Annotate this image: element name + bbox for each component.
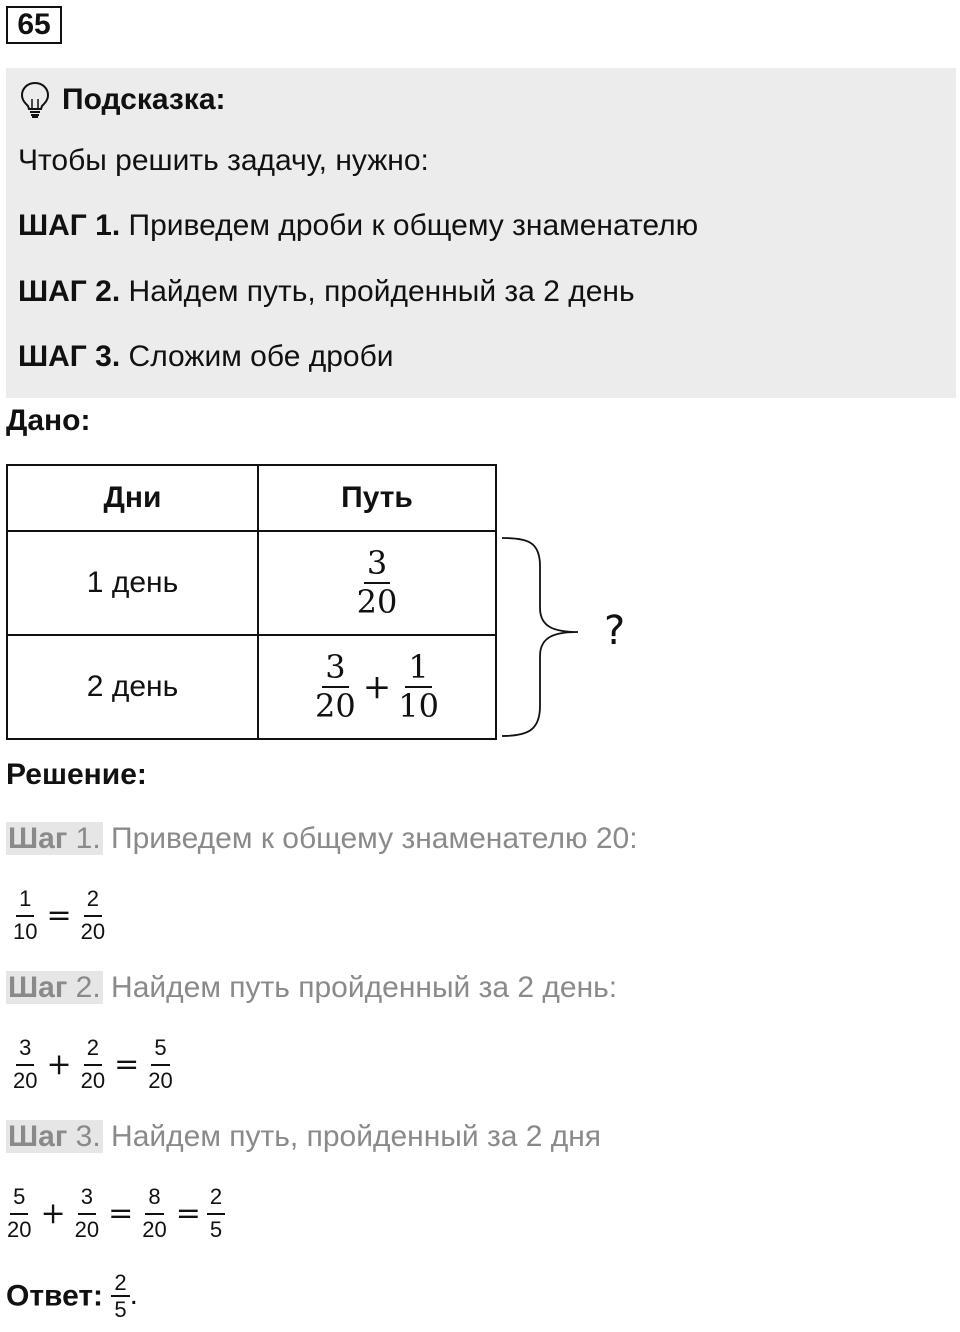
answer — [6, 1270, 138, 1323]
hint-intro: Чтобы решить задачу, нужно: — [18, 144, 429, 177]
question-mark: ? — [604, 608, 626, 654]
step-tag-word: Шаг — [8, 1120, 68, 1153]
hint-step-label: ШАГ 1. — [18, 209, 121, 242]
task-number: 65 — [6, 6, 62, 44]
numerator: 3 — [16, 1033, 34, 1066]
hint-header — [20, 80, 226, 120]
denominator: 20 — [80, 1067, 106, 1093]
fraction — [145, 1033, 175, 1097]
hint-step-text: Найдем путь, пройденный за 2 день — [128, 275, 635, 308]
operator: + — [362, 667, 392, 707]
solution-step-3 — [6, 1120, 601, 1154]
fraction — [354, 545, 401, 621]
fraction — [72, 1182, 102, 1246]
step-text: Найдем путь пройденный за 2 день: — [111, 971, 618, 1004]
fraction — [10, 1033, 40, 1097]
denominator: 20 — [7, 1216, 32, 1242]
fraction — [139, 1182, 169, 1246]
step-tag — [6, 1120, 103, 1153]
given-label: Дано: — [6, 404, 91, 437]
step-number: 2. — [75, 971, 101, 1004]
fraction — [395, 649, 442, 725]
fraction — [78, 1033, 108, 1097]
hint-step-label: ШАГ 3. — [18, 340, 121, 373]
formula-step-1 — [10, 884, 108, 948]
hint-step-2 — [18, 275, 635, 309]
hint-title: Подсказка: — [62, 83, 226, 116]
numerator: 2 — [207, 1182, 225, 1215]
denominator: 10 — [13, 918, 38, 944]
formula-step-3 — [4, 1182, 225, 1246]
denominator: 20 — [13, 1067, 38, 1093]
solution-step-1 — [6, 822, 638, 856]
hint-step-1 — [18, 209, 698, 243]
day-cell: 1 день — [7, 531, 258, 635]
numerator: 1 — [405, 649, 431, 688]
formula-step-2 — [10, 1033, 176, 1097]
step-text: Найдем путь, пройденный за 2 дня — [111, 1120, 602, 1153]
hint-step-text: Сложим обе дроби — [128, 340, 394, 373]
denominator: 5 — [209, 1216, 223, 1242]
step-tag-word: Шаг — [8, 971, 68, 1004]
numerator: 3 — [78, 1182, 96, 1215]
given-table — [6, 464, 497, 740]
step-tag-word: Шаг — [8, 822, 68, 855]
solution-step-2 — [6, 971, 617, 1005]
path-cell — [258, 635, 496, 739]
hint-step-label: ШАГ 2. — [18, 275, 121, 308]
hint-box — [6, 68, 956, 398]
numerator: 5 — [10, 1182, 28, 1215]
numerator: 2 — [111, 1270, 129, 1297]
operator: = — [108, 1196, 134, 1232]
numerator: 5 — [151, 1033, 169, 1066]
denominator: 20 — [142, 1216, 167, 1242]
header-days: Дни — [7, 465, 258, 531]
fraction — [10, 884, 40, 948]
hint-step-3 — [18, 340, 394, 374]
step-number: 3. — [75, 1120, 101, 1153]
operator: + — [40, 1196, 66, 1232]
answer-period: . — [129, 1278, 138, 1312]
header-path: Путь — [258, 465, 496, 531]
table-header-row — [7, 465, 496, 531]
numerator: 3 — [322, 649, 348, 688]
lightbulb-icon — [20, 81, 50, 119]
operator: = — [114, 1047, 140, 1083]
hint-step-text: Приведем дроби к общему знаменателю — [128, 209, 699, 242]
numerator: 2 — [84, 884, 102, 917]
numerator: 8 — [145, 1182, 163, 1215]
path-cell — [258, 531, 496, 635]
fraction — [111, 1270, 129, 1323]
step-number: 1. — [75, 822, 101, 855]
operator: = — [46, 898, 72, 934]
fraction — [207, 1182, 225, 1246]
denominator: 20 — [356, 583, 398, 621]
denominator: 20 — [80, 918, 106, 944]
fraction — [312, 649, 359, 725]
operator: + — [46, 1047, 72, 1083]
numerator: 1 — [16, 884, 34, 917]
table-row — [7, 531, 496, 635]
fraction — [4, 1182, 34, 1246]
numerator: 3 — [364, 545, 390, 584]
day-cell: 2 день — [7, 635, 258, 739]
denominator: 10 — [398, 687, 439, 725]
denominator: 20 — [148, 1067, 173, 1093]
step-tag — [6, 971, 103, 1004]
numerator: 2 — [84, 1033, 102, 1066]
fraction — [78, 884, 108, 948]
step-text: Приведем к общему знаменателю 20: — [111, 822, 638, 855]
denominator: 5 — [114, 1297, 127, 1323]
answer-label: Ответ: — [6, 1279, 104, 1313]
denominator: 20 — [315, 687, 356, 725]
solution-label: Решение: — [6, 758, 147, 791]
denominator: 20 — [74, 1216, 100, 1242]
step-tag — [6, 822, 103, 855]
operator: = — [175, 1196, 201, 1232]
curly-brace-icon — [498, 536, 588, 740]
table-row — [7, 635, 496, 739]
